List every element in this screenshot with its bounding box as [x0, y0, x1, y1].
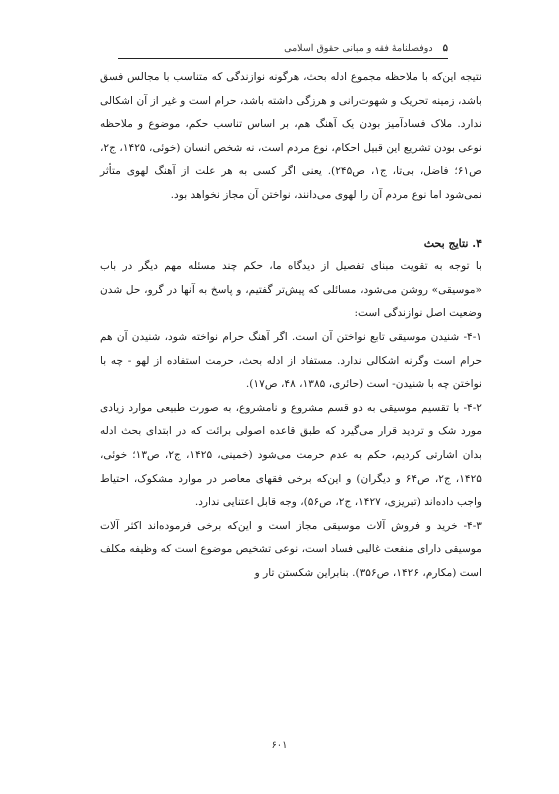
list-item-4-3: ۴-۳- خرید و فروش آلات موسیقی مجاز است و این‌که برخی فرموده‌اند اکثر آلات موسیقی دارای منفعت غالبی فساد است، نوعی تشخیص موضوع است که وظیفه مکلف است (مکارم، ۱۴۲۶، ص۳۵۶). بنابراین شکستن تار و — [100, 519, 482, 579]
header-page-marker: ۵ — [442, 42, 448, 54]
running-header — [118, 38, 448, 58]
paragraph-gap — [100, 208, 482, 232]
paragraph-results-intro: با توجه به تقویت مبنای تفصیل از دیدگاه ما، حکم چند مسئله مهم دیگر در باب «موسیقی» روشن می‌شود، مسائلی که پیش‌تر گفتیم، و پاسخ به آنها در گرو، حل شدن وضعیت اصل نوازندگی است: — [100, 260, 482, 320]
body-text — [100, 66, 482, 585]
list-item-4-1: ۴-۱- شنیدن موسیقی تابع نواختن آن است. اگر آهنگ حرام نواخته شود، شنیدن آن هم حرام است وگرنه اشکالی ندارد. مستفاد از ادله بحث، حرمت استفاده از لهو - چه با نواختن چه با شنیدن- است (حائری، ۱۳۸۵، ۴۸، ص۱۷). — [100, 330, 482, 391]
header-running-title: دوفصلنامهٔ فقه و مبانی حقوق اسلامی — [284, 42, 433, 54]
header-divider — [118, 58, 448, 59]
paragraph-conclusion: نتیجه این‌که با ملاحظه مجموع ادله بحث، هرگونه نوازندگی که متناسب با مجالس فسق باشد، زمینه تحریک و شهوت‌رانی و هرزگی داشته باشد، حرام است و غیر از آن اشکالی ندارد. ملاک فسادآمیز بودن یک آهنگ هم، بر اساس تناسب حکم، موضوع و ملاحظه نوعی بودن تشریع این قبیل احکام، نوع مردم است، نه شخص انسان (خوئی، ۱۴۲۵، ج۲، ص۶۱؛ فاضل، بی‌تا، ج۱، ص۲۴۵). یعنی اگر کسی به هر علت از آهنگ لهوی متأثر نمی‌شود اما نوع مردم آن را لهوی می‌دانند، نواختن آن مجاز نخواهد بود. — [100, 71, 482, 201]
list-item-4-2: ۴-۲- با تقسیم موسیقی به دو قسم مشروع و نامشروع، به صورت طبیعی موارد زیادی مورد شک و تردید قرار می‌گیرد که طبق قاعده اصولی برائت که در ابتدای بحث ادله بدان اشارتی کردیم، حکم به عدم حرمت می‌شود (خمینی، ۱۴۲۵، ج۲، ص۱۳؛ خوئی، ۱۴۲۵، ج۲، ص۶۴ و دیگران) و این‌که برخی فقهای معاصر در موارد مشکوک، احتیاط واجب داده‌اند (تبریزی، ۱۴۲۷، ج۲، ص۵۶)، وجه قابل اعتنایی ندارد. — [100, 401, 482, 509]
page-number: ۶۰۱ — [271, 740, 288, 751]
section-heading: ۴. نتایج بحث — [423, 236, 482, 250]
